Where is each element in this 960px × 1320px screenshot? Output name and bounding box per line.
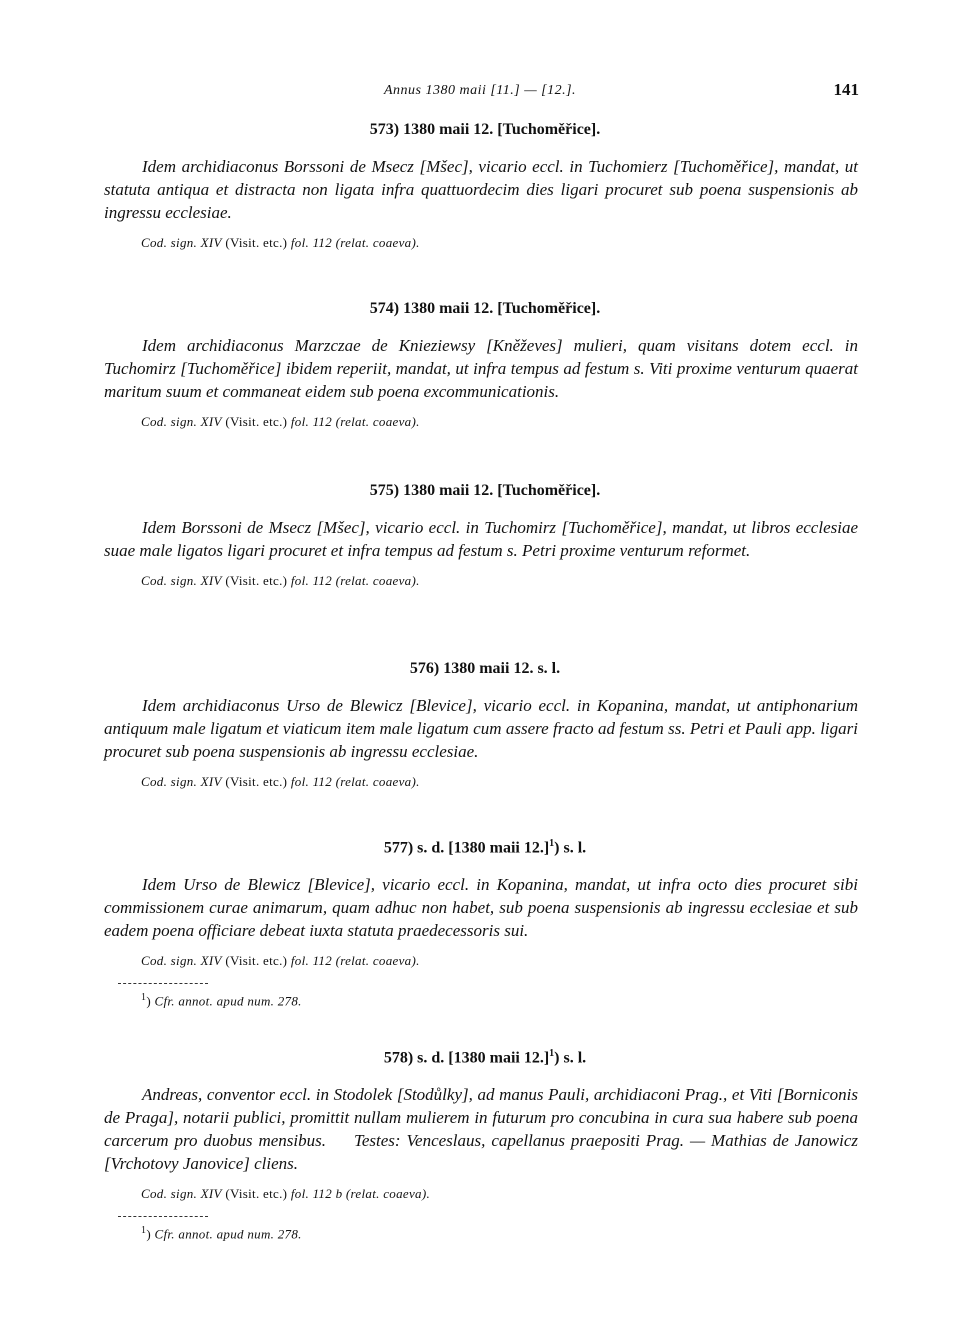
- source-cod: Cod. sign. XIV: [141, 774, 222, 789]
- entry-text: [104, 1083, 858, 1175]
- source-fol: fol. 112 b (relat. coaeva).: [290, 1186, 431, 1202]
- heading-main: 578) s. d. [1380 maii 12.]: [383, 1049, 550, 1067]
- footnote-rule: [118, 1216, 208, 1217]
- footnote-rule: [118, 983, 208, 984]
- source-cod: Cod. sign. XIV: [141, 414, 222, 429]
- source-fol: fol. 112 (relat. coaeva).: [290, 953, 420, 969]
- source-cod: Cod. sign. XIV: [141, 573, 222, 588]
- source-citation: [141, 774, 858, 790]
- source-cod: Cod. sign. XIV: [141, 235, 222, 250]
- heading-tail: ) s. l.: [554, 839, 587, 857]
- source-visit: (Visit. etc.): [225, 774, 288, 789]
- source-fol: fol. 112 (relat. coaeva).: [290, 235, 420, 250]
- entry-text: Idem archidiaconus Borssoni de Msecz [Mšec], vicario eccl. in Tuchomierz [Tuchoměřice], mandat, ut statuta antiqua et distracta non ligata infra quattuordecim dies ligari procuret sub poena suspensionis ab ingressu ecclesiae.: [104, 157, 858, 222]
- entry-575: [104, 482, 858, 589]
- running-head: Annus 1380 maii [11.] — [12.].: [383, 83, 577, 98]
- entry-heading: 574) 1380 maii 12. [Tuchoměřice].: [369, 300, 601, 317]
- footnote-ref: 1: [549, 838, 555, 849]
- footnote-mark: 1: [141, 992, 147, 1004]
- footnote-ref: 1: [549, 1048, 555, 1059]
- entry-witnesses: Testes: Venceslaus, capellanus praepositi Prag. — Mathias de Janowicz [Vrchotovy Janovice] cliens.: [104, 1131, 858, 1174]
- source-fol: fol. 112 (relat. coaeva).: [290, 774, 420, 789]
- footnote: $^1$) Cfr. annot. apud num. 278.: [141, 1225, 302, 1242]
- source-visit: (Visit. etc.): [225, 414, 288, 429]
- source-citation: [141, 573, 858, 589]
- entry-574: [104, 300, 858, 430]
- footnote-text: Cfr. annot. apud num. 278.: [154, 993, 302, 1009]
- source-visit: (Visit. etc.): [225, 953, 288, 969]
- source-cod: Cod. sign. XIV: [141, 1186, 222, 1202]
- entry-text: Idem archidiaconus Marzczae de Knieziewsy [Kněževes] mulieri, quam visitans dotem eccl. in Tuchomirz [Tuchoměřice] ibidem reperiit, mandat, ut infra tempus ad festum s. Viti proxime venturum quaerat maritum suum et commaneat eidem sub poena excommunicationis.: [104, 336, 858, 401]
- source-citation: [141, 1186, 858, 1202]
- entry-heading: [104, 838, 858, 857]
- entry-573: [104, 121, 858, 251]
- source-fol: fol. 112 (relat. coaeva).: [290, 573, 420, 588]
- page-number: 141: [833, 80, 859, 99]
- entry-text: Idem Borssoni de Msecz [Mšec], vicario eccl. in Tuchomirz [Tuchoměřice], mandat, ut libros ecclesiae suae male ligatos ligari procuret et infra tempus ad festum s. Petri proxime venturum reformet.: [104, 518, 858, 560]
- entry-576: [104, 660, 858, 790]
- source-visit: (Visit. etc.): [225, 573, 288, 588]
- entry-578: [104, 1048, 858, 1243]
- footnote-mark: 1: [141, 1225, 147, 1237]
- entry-heading: [104, 1048, 858, 1067]
- source-citation: [141, 953, 858, 969]
- footnote-text: Cfr. annot. apud num. 278.: [154, 1226, 302, 1242]
- entry-heading: 575) 1380 maii 12. [Tuchoměřice].: [369, 482, 601, 499]
- source-fol: fol. 112 (relat. coaeva).: [290, 414, 420, 429]
- source-visit: (Visit. etc.): [225, 235, 288, 250]
- source-visit: (Visit. etc.): [225, 1186, 288, 1202]
- source-cod: Cod. sign. XIV: [141, 953, 222, 969]
- footnote: $^1$) Cfr. annot. apud num. 278.: [141, 992, 302, 1009]
- entry-text-main: Andreas, conventor eccl. in Stodolek [Stodůlky], ad manus Pauli, archidiaconi Prag., et Viti [Borniconis de Praga], notarii publici, promittit nullam mulierem in futurum pro concubina in cura sua habere sub poena carcerum pro duobus mensibus.: [104, 1085, 858, 1151]
- entry-text: Idem Urso de Blewicz [Blevice], vicario eccl. in Kopanina, mandat, ut infra octo dies procuret sibi commissionem curae animarum, quam adhuc non habet, sub poena suspensionis ab ingressu ecclesiae et sub eadem poena officiare debeat iuxta statuta praedecessoris sui.: [104, 875, 858, 941]
- heading-tail: ) s. l.: [554, 1049, 587, 1067]
- entry-text: Idem archidiaconus Urso de Blewicz [Blevice], vicario eccl. in Kopanina, mandat, ut antiphonarium antiquum male ligatum et viaticum item male ligatum cum assere fracto ad festum ss. Petri et Pauli app. ligari procuret sub poena suspensionis ab ingressu ecclesiae.: [104, 696, 858, 761]
- entry-heading: 573) 1380 maii 12. [Tuchoměřice].: [369, 121, 601, 138]
- source-citation: [141, 414, 858, 430]
- heading-main: 577) s. d. [1380 maii 12.]: [383, 839, 550, 857]
- source-citation: [141, 235, 858, 251]
- entry-577: [104, 838, 858, 1010]
- entry-heading: 576) 1380 maii 12. s. l.: [409, 660, 561, 677]
